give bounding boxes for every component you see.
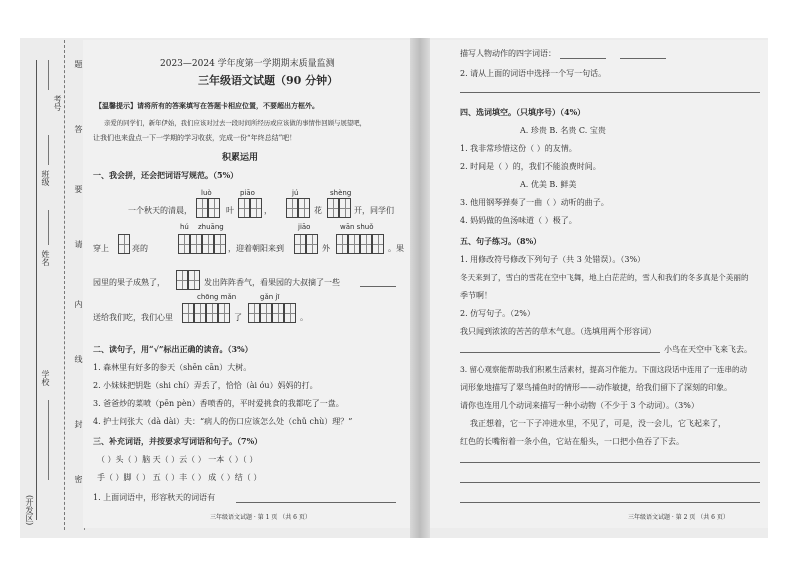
seal-line	[64, 40, 65, 530]
blank-line[interactable]	[236, 502, 396, 503]
passage-text: ，迎着朝阳来到	[228, 244, 284, 253]
margin-char: 线	[74, 355, 83, 363]
margin-char: 请	[74, 240, 83, 248]
passage-text: 。	[300, 313, 308, 322]
question-3-heading: 三、补充词语，并按要求写词语和句子。（7%）	[93, 436, 263, 446]
question-4-item: 1. 我非常珍惜这份（ ）的友情。	[460, 144, 577, 153]
pinyin: hú	[180, 223, 189, 231]
right-footer: 三年级语文试题 · 第 2 页 （共 6 页）	[628, 514, 729, 521]
answer-box[interactable]	[306, 234, 318, 254]
question-3-item: 1. 上面词语中，形容秋天的词语有	[93, 493, 216, 502]
answer-box[interactable]	[188, 270, 200, 290]
pinyin: luò	[201, 189, 212, 197]
margin-char: 要	[74, 185, 83, 193]
passage-text: 一个秋天的清晨，	[128, 206, 192, 215]
answer-box[interactable]	[294, 234, 306, 254]
question-5-sentence: 小鸟在天空中飞来飞去。	[664, 345, 752, 354]
answer-box[interactable]	[118, 234, 130, 254]
example-text: 红色的长嘴衔着一条小鱼，它站在船头，一口把小鱼吞了下去。	[460, 437, 684, 446]
question-5-sentence: 季节啊！	[460, 291, 492, 300]
answer-box[interactable]	[286, 198, 298, 218]
margin-char: 题	[74, 60, 83, 68]
passage-text: 亮的	[132, 244, 148, 253]
label-xingming: 姓名	[41, 250, 50, 266]
passage-text: 。果	[388, 244, 404, 253]
left-footer: 三年级语文试题 · 第 1 页 （共 6 页）	[210, 514, 311, 521]
passage-text: ，	[264, 206, 272, 215]
question-2-heading: 二、读句子，用“√”标出正确的读音。（3%）	[93, 344, 253, 354]
passage-text: 园里的果子成熟了，	[93, 278, 165, 287]
passage-text: 开，同学们	[354, 206, 394, 215]
answer-box[interactable]	[372, 234, 384, 254]
answer-box[interactable]	[176, 270, 188, 290]
pinyin: jú	[292, 189, 299, 197]
answer-box[interactable]	[272, 303, 284, 323]
answer-box[interactable]	[284, 303, 296, 323]
question-5-item: 1. 用修改符号修改下列句子（共 3 处错误）。（3%）	[460, 255, 646, 264]
label-xuexiao: 学校	[41, 370, 50, 386]
section-title: 积累运用	[222, 153, 259, 163]
word-row: 手（ ）脚（ ） 五（ ）丰（ ） 成（ ）结（ ）	[97, 473, 262, 482]
intro-line-1: 亲爱的同学们，新年伊始，我们应该对过去一段时间所经历或应该做的事情作回顾与展望吧，	[104, 119, 367, 127]
options: A. 优美 B. 鲜美	[520, 180, 577, 189]
passage-text: 穿上	[93, 244, 109, 253]
options: A. 珍贵 B. 名贵 C. 宝贵	[520, 126, 606, 135]
pinyin: shèng	[330, 189, 352, 197]
question-1-heading: 一、我会拼，还会把词语写规范。（5%）	[93, 170, 239, 180]
question-5-item: 3. 留心观察能帮助我们积累生活素材，提高习作能力。下面这段话中连用了一连串的动	[460, 365, 748, 374]
question-5-item: 词形象地描写了翠鸟捕鱼时的情形——动作敏捷，给我们留下了深刻的印象。	[460, 383, 732, 392]
question-5-heading: 五、句子练习。（8%）	[460, 236, 542, 246]
question-5-item: 2. 仿写句子。（2%）	[460, 309, 535, 318]
passage-text: 了	[234, 313, 242, 322]
answer-box[interactable]	[206, 303, 218, 323]
blank-line[interactable]	[460, 352, 660, 353]
blank-line[interactable]	[460, 92, 760, 93]
answer-line[interactable]	[460, 502, 760, 503]
margin-char: 封	[74, 420, 83, 428]
answer-box[interactable]	[360, 234, 372, 254]
exam-title: 2023—2024 学年度第一学期期末质量监测	[160, 59, 335, 69]
question-5-sentence: 冬天来到了，雪白的雪花在空中飞舞，地上白茫茫的，雪人和我们的冬多真是个美丽的	[460, 273, 749, 282]
margin-char: 密	[74, 475, 83, 483]
answer-box[interactable]	[202, 234, 214, 254]
passage-text: 叶	[226, 206, 234, 215]
question-text: 描写人物动作的四字词语：	[460, 49, 556, 58]
answer-box[interactable]	[196, 198, 208, 218]
pinyin: jiāo	[298, 223, 311, 231]
margin-line	[36, 60, 37, 520]
pinyin: piāo	[240, 189, 255, 197]
blank-line[interactable]	[360, 286, 396, 287]
answer-box[interactable]	[218, 303, 230, 323]
question-2-item: 1. 森林里有好多的参天（shēn cān）大树。	[93, 363, 252, 372]
intro-line-2: 让我们也来盘点一下一学期的学习收获，完成一份“年终总结”吧！	[93, 134, 297, 142]
blank-line[interactable]	[620, 58, 666, 59]
margin-char: 答	[74, 125, 83, 133]
exam-subtitle: 三年级语文试题（90 分钟）	[198, 74, 339, 87]
passage-text: 外	[322, 244, 330, 253]
passage-text: 花	[314, 206, 322, 215]
pinyin: zhuāng	[198, 223, 224, 231]
passage-text: 送给我们吃，我们心里	[93, 313, 173, 322]
answer-box[interactable]	[194, 303, 206, 323]
question-5-sentence: 我只闻到浓浓的苦苦的草木气息。（选填用两个形容词）	[460, 327, 656, 336]
answer-box[interactable]	[348, 234, 360, 254]
word-row: （ ）头（ ）脑 天（ ）云（ ） 一本（ ）（ ）	[97, 455, 258, 464]
question-4-item: 2. 时间是（ ）的，我们不能浪费时间。	[460, 162, 601, 171]
question-4-heading: 四、选词填空。（只填序号）（4%）	[460, 107, 586, 117]
question-2-item: 4. 护士问张大（dà dài）夫：“病人的伤口应该怎么处（chǔ chù）理？”	[93, 417, 353, 426]
label-kaohao: 考号	[53, 95, 62, 111]
page-fold	[410, 38, 430, 538]
answer-box[interactable]	[260, 303, 272, 323]
answer-line[interactable]	[460, 482, 760, 483]
question-5-item: 请你也连用几个动词来描写一种小动物（不少于 3 个动词）。（3%）	[460, 401, 699, 410]
banji-blank[interactable]	[48, 135, 49, 165]
pinyin: gǎn jī	[260, 293, 280, 301]
question-4-item: 3. 他用钢琴弹奏了一曲（ ）动听的曲子。	[460, 198, 609, 207]
kaohao-blank[interactable]	[48, 60, 49, 90]
answer-box[interactable]	[339, 198, 351, 218]
label-kaifaqu: (开发区)	[25, 495, 34, 526]
answer-box[interactable]	[298, 198, 310, 218]
answer-box[interactable]	[178, 234, 190, 254]
question-2-item: 2. 小妹妹把钥匙（shi chí）弄丢了，恰恰（ài óu）妈妈的打。	[93, 381, 318, 390]
answer-box[interactable]	[250, 198, 262, 218]
answer-box[interactable]	[208, 198, 220, 218]
answer-box[interactable]	[248, 303, 260, 323]
label-banji: 班级	[41, 170, 50, 186]
blank-line[interactable]	[560, 58, 606, 59]
warm-tip: 【温馨提示】请将所有的答案填写在答题卡相应位置，不要超出方框外。	[95, 101, 319, 110]
answer-box[interactable]	[327, 198, 339, 218]
answer-box[interactable]	[214, 234, 226, 254]
answer-line[interactable]	[460, 462, 760, 463]
passage-text: 发出阵阵香气，看果园的大叔摘了一些	[204, 278, 340, 287]
answer-box[interactable]	[336, 234, 348, 254]
answer-box[interactable]	[190, 234, 202, 254]
pinyin: wān shuǒ	[340, 223, 374, 231]
answer-box[interactable]	[238, 198, 250, 218]
example-text: 我正想着，它一下子冲进水里，不见了，可是，没一会儿，它飞起来了，	[470, 419, 726, 428]
pinyin: chōng mǎn	[197, 293, 237, 301]
xuexiao-blank[interactable]	[48, 400, 49, 480]
question-2-item: 3. 爸爸炒的菜喷（pēn pèn）香喷香的，平时爱挑食的我都吃了一盘。	[93, 399, 344, 408]
question-text: 2. 请从上面的词语中选择一个写一句话。	[460, 69, 607, 78]
answer-box[interactable]	[182, 303, 194, 323]
xingming-blank[interactable]	[48, 210, 49, 245]
question-4-item: 4. 妈妈做的鱼汤味道（ ）极了。	[460, 216, 577, 225]
margin-char: 内	[74, 300, 83, 308]
